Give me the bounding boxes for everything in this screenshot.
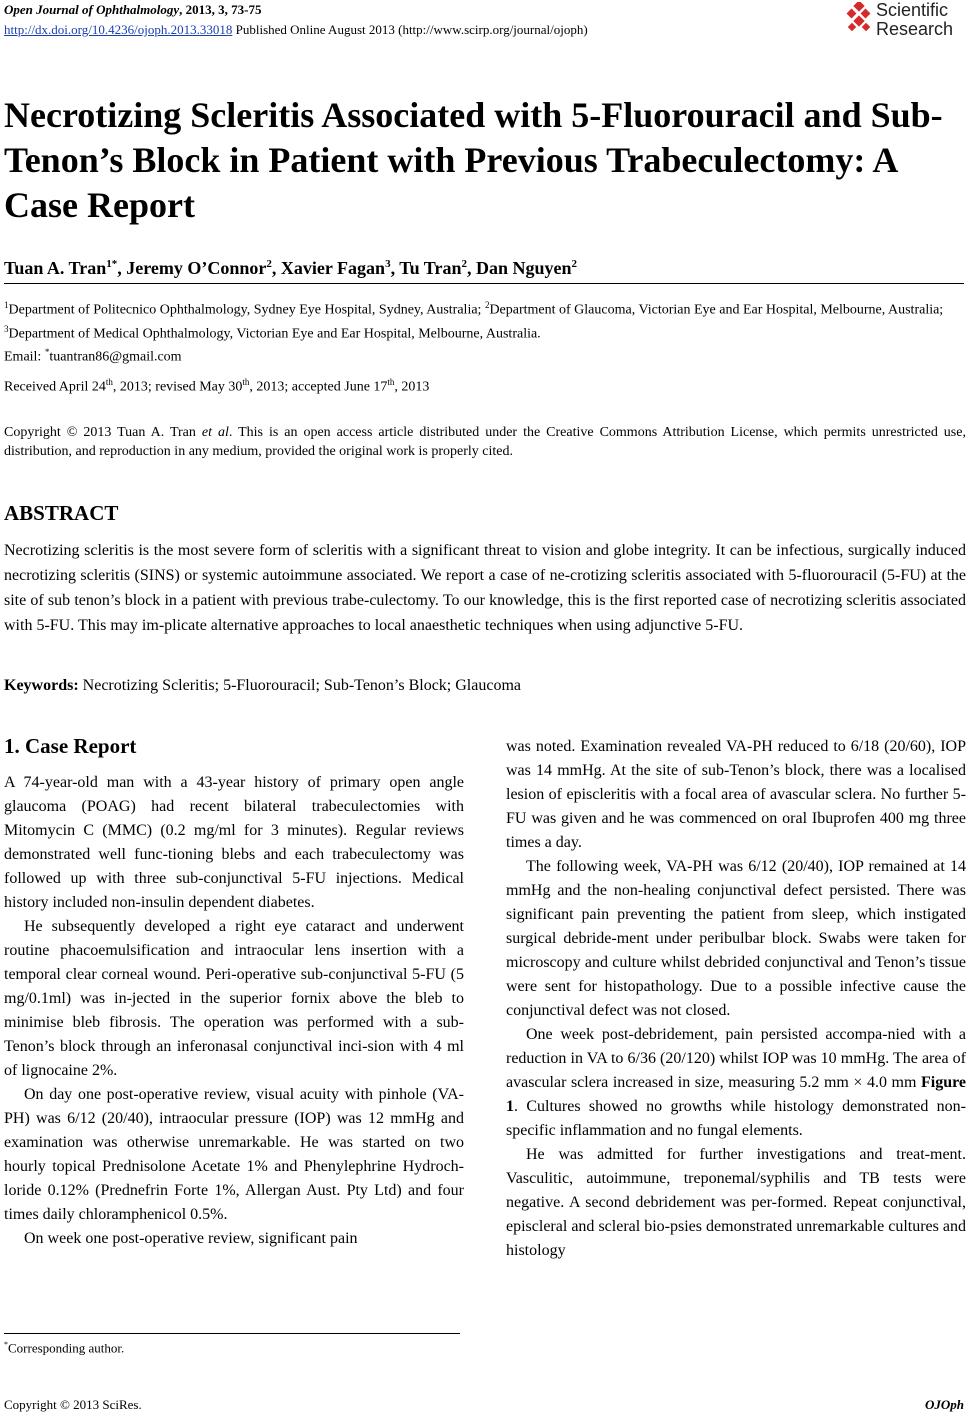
paragraph: A 74-year-old man with a 43-year history of primary open angle glaucoma (POAG) had recent bilateral trabeculectomies with Mitomycin C (MMC) (0.2 mg/ml for 3 minutes). Regular reviews demonstrated well func-tioning blebs and each trabeculectomy was followed up with three sub-conjunctival 5-FU injections. Medical history included non-insulin dependent diabetes.	[4, 774, 464, 911]
accepted-date: , 2013; accepted June 17	[249, 379, 388, 395]
doi-line	[4, 22, 588, 38]
footnote-mark: *	[4, 1340, 8, 1349]
affiliation-3: Department of Medical Ophthalmology, Victorian Eye and Ear Hospital, Melbourne, Australia.	[8, 326, 541, 342]
email-address[interactable]: tuantran86@gmail.com	[49, 349, 182, 365]
license-notice	[4, 423, 966, 461]
license-text-b: . This is an open access article distributed under the Creative Commons Attribution License, which permits unrestricted use, distribution, and reproduction in any medium, provided the original work is properly cited.	[4, 425, 966, 459]
abstract-heading: ABSTRACT	[4, 501, 119, 525]
author-name: Tuan A. Tran	[4, 258, 107, 278]
author-name: Xavier Fagan	[280, 258, 386, 278]
license-text-a: Copyright © 2013 Tuan A. Tran	[4, 425, 202, 440]
section-heading: 1. Case Report	[4, 734, 137, 758]
figure-ref[interactable]: Figure 1	[506, 1074, 966, 1115]
scirp-logo-text	[876, 1, 953, 39]
paragraph: was noted. Examination revealed VA-PH reduced to 6/18 (20/60), IOP was 14 mmHg. At the site of sub-Tenon’s block, there was a localised lesion of episcleritis with a focal area of avascular sclera. No further 5-FU was given and he was commenced on oral Ibuprofen 400 mg three times a day.	[506, 738, 966, 851]
published-info: Published Online August 2013 (http://www.scirp.org/journal/ojoph)	[232, 22, 588, 37]
author-affil-mark: 3	[385, 258, 391, 270]
author-affil-mark: 2	[461, 258, 467, 270]
paragraph-text: One week post-debridement, pain persisted accompa-nied with a reduction in VA to 6/36 (20/120) whilst IOP was 10 mmHg. The area of avascular sclera increased in size, measuring 5.2 mm × 4.0 mm	[506, 1026, 966, 1091]
affiliation-1: Department of Politecnico Ophthalmology, Sydney Eye Hospital, Sydney, Australia;	[8, 302, 485, 318]
license-etal: et al	[201, 425, 229, 440]
paragraph: On day one post-operative review, visual acuity with pinhole (VA-PH) was 6/12 (20/40), intraocular pressure (IOP) was 12 mmHg and examination was otherwise unremarkable. He was started on two hourly topical Prednisolone Acetate 1% and Phenylephrine Hydroch-loride 0.12% (Prednefrin Forte 1%, Allergan Aust. Pty Ltd) and four times daily chloramphenicol 0.5%.	[4, 1086, 464, 1223]
author-name: Tu Tran	[399, 258, 462, 278]
paper-title: Necrotizing Scleritis Associated with 5-Fluorouracil and Sub-Tenon’s Block in Patient with Previous Trabeculectomy: A Case Report	[4, 95, 943, 225]
logo-line-1: Scientific	[876, 0, 949, 20]
footnote-divider	[4, 1333, 460, 1334]
keywords-label: Keywords:	[4, 677, 79, 694]
abstract-text: Necrotizing scleritis is the most severe form of scleritis with a significant threat to vision and globe integrity. It can be infectious, surgically induced necrotizing scleritis (SINS) or systemic autoimmune associated. We report a case of ne-crotizing scleritis associated with 5-fluorouracil (5-FU) at the site of sub tenon’s block in a patient with previous trabe-culectomy. To our knowledge, this is the first reported case of necrotizing scleritis associated with 5-FU. This may im-plicate alternative approaches to local anaesthetic techniques when using adjunctive 5-FU.	[4, 542, 966, 634]
affiliation-2: Department of Glaucoma, Victorian Eye and Ear Hospital, Melbourne, Australia;	[489, 302, 944, 318]
revised-date: , 2013; revised May 30	[112, 379, 243, 395]
paragraph: He was admitted for further investigations and treat-ment. Vasculitic, autoimmune, treponemal/syphilis and TB tests were negative. A second debridement was per-formed. Repeat conjunctival, episcleral and scleral bio-psies demonstrated unremarkable cultures and histology	[506, 1146, 966, 1259]
logo-line-2: Research	[876, 19, 954, 39]
scirp-logo	[846, 0, 968, 46]
received-dates: Received April 24th, 2013; revised May 30th, 2013; accepted June 17th, 2013	[4, 377, 430, 395]
volume-info: , 2013, 3, 73-75	[179, 2, 262, 17]
email-label: Email:	[4, 349, 45, 365]
author-name: Jeremy O’Connor	[126, 258, 267, 278]
paragraph-text: . Cultures showed no growths while histology demonstrated non-specific inflammation and no fungal elements.	[506, 1098, 966, 1139]
divider	[4, 283, 964, 284]
author-list: Tuan A. Tran$^{1*}$, Jeremy O’Connor$^2$, Xavier Fagan$^3$, Tu Tran$^2$, Dan Nguyen$^2$	[4, 258, 577, 278]
left-column	[4, 733, 464, 1251]
author-affil-mark: 2	[571, 258, 577, 270]
paragraph: He subsequently developed a right eye cataract and underwent routine phacoemulsification and intraocular lens insertion with a temporal clear corneal wound. Peri-operative sub-conjunctival 5-FU (5 mg/0.1ml) was in-jected in the superior fornix above the bleb to minimise bleb fibrosis. The operation was performed with a sub-Tenon’s block through an inferonasal conjunctival inci-sion with 4 ml of lignocaine 2%.	[4, 918, 464, 1079]
footnote	[4, 1340, 124, 1356]
footnote-text: Corresponding author.	[8, 1340, 125, 1356]
paragraph: On week one post-operative review, significant pain	[24, 1230, 358, 1247]
journal-header	[4, 2, 262, 18]
footer-journal: OJOph	[924, 1397, 964, 1412]
right-column	[506, 735, 966, 1263]
doi-link[interactable]: http://dx.doi.org/10.4236/ojoph.2013.33018	[4, 22, 233, 37]
journal-name: Open Journal of Ophthalmology	[4, 2, 180, 17]
paragraph: The following week, VA-PH was 6/12 (20/40), IOP remained at 14 mmHg and the non-healing conjunctival defect persisted. There was significant pain preventing the patient from sleep, which instigated surgical debride-ment under peribulbar block. Swabs were taken for microscopy and culture whilst debrided conjunctival and Tenon’s tissue were sent for histopathology. Due to a possible infective cause the conjunctival defect was not closed.	[506, 858, 966, 1019]
dates-end: , 2013	[394, 379, 430, 395]
keywords-list: Necrotizing Scleritis; 5-Fluorouracil; Sub-Tenon’s Block; Glaucoma	[78, 677, 521, 694]
footer-copyright: Copyright © 2013 SciRes.	[4, 1397, 142, 1412]
keywords	[4, 677, 521, 695]
scirp-logo-mark-icon	[846, 2, 874, 38]
author-affil-mark: 2	[266, 258, 272, 270]
received-date: Received April 24	[4, 379, 106, 395]
author-name: Dan Nguyen	[475, 258, 572, 278]
author-affil-mark: 1*	[106, 258, 118, 270]
affiliations: $^1$Department of Politecnico Ophthalmology, Sydney Eye Hospital, Sydney, Australia; $^2$Department of Glaucoma, Victorian Eye and Ear Hospital, Melbourne, Australia; $^3$Department of Medical Ophthalmology, Victorian Eye and Ear Hospital, Melbourne, Australia. Email: *tuantran86@gmail.com	[4, 300, 944, 365]
paragraph	[506, 1023, 966, 1143]
